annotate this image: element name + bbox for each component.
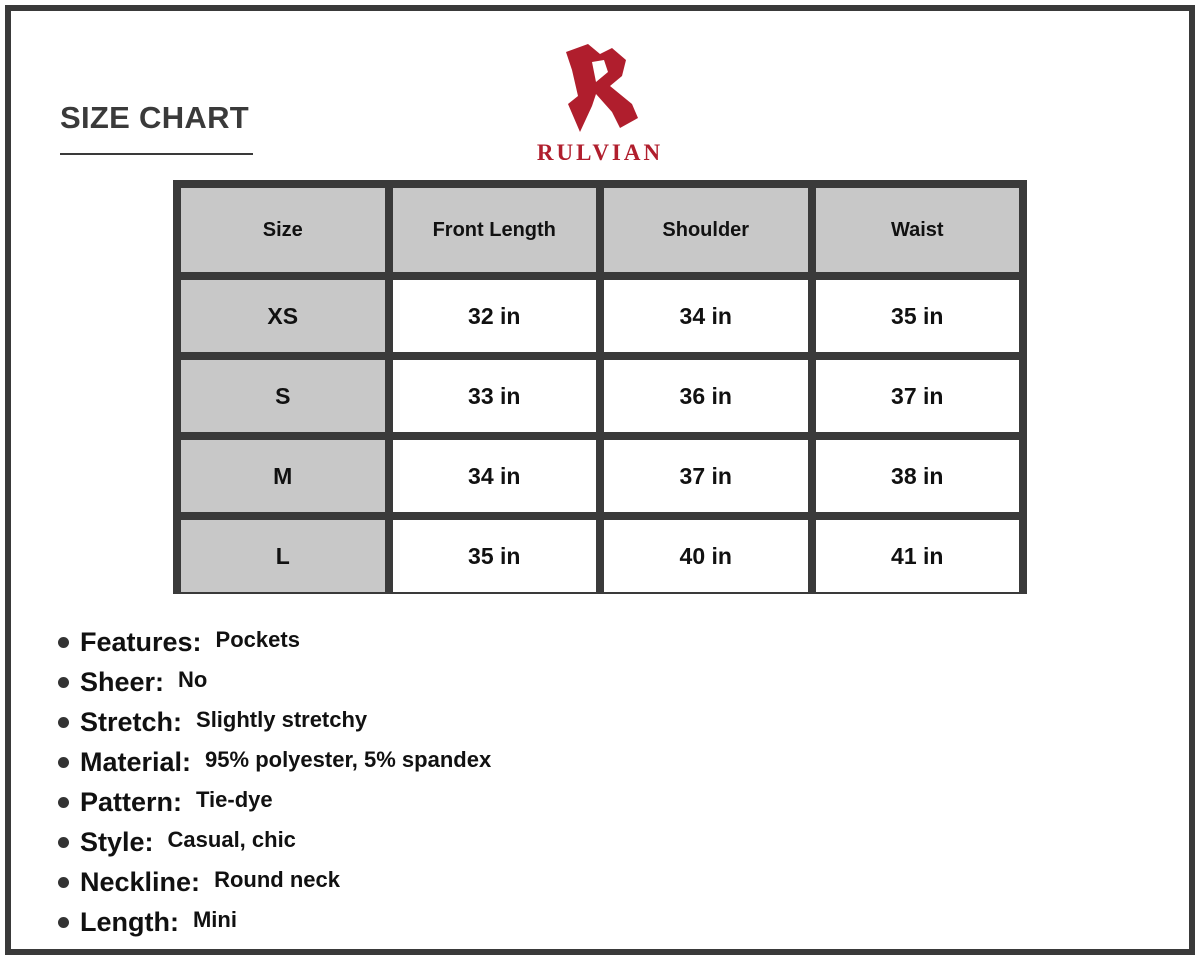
size-table bbox=[173, 180, 1027, 594]
size-cell: L bbox=[181, 520, 385, 592]
front-length-cell: 33 in bbox=[393, 360, 597, 432]
size-cell: S bbox=[181, 360, 385, 432]
feature-label: Style: bbox=[80, 826, 154, 857]
list-item bbox=[58, 662, 491, 702]
waist-cell: 41 in bbox=[816, 520, 1020, 592]
table-row bbox=[181, 360, 1019, 432]
feature-label: Neckline: bbox=[80, 866, 201, 897]
table-row bbox=[181, 280, 1019, 352]
shoulder-cell: 37 in bbox=[604, 440, 808, 512]
feature-label: Pattern: bbox=[80, 786, 183, 817]
page-title: SIZE CHART bbox=[60, 100, 249, 135]
feature-value: Pockets bbox=[215, 627, 300, 652]
column-header: Waist bbox=[816, 188, 1020, 272]
feature-value: Casual, chic bbox=[167, 827, 296, 852]
bullet-icon bbox=[58, 837, 69, 848]
feature-value: Slightly stretchy bbox=[196, 707, 368, 732]
list-item bbox=[58, 822, 491, 862]
bullet-icon bbox=[58, 917, 69, 928]
list-item bbox=[58, 862, 491, 902]
column-header: Shoulder bbox=[604, 188, 808, 272]
front-length-cell: 32 in bbox=[393, 280, 597, 352]
feature-label: Sheer: bbox=[80, 666, 165, 697]
brand-name: RULVIAN bbox=[536, 140, 664, 165]
bullet-icon bbox=[58, 757, 69, 768]
bullet-icon bbox=[58, 797, 69, 808]
size-cell: M bbox=[181, 440, 385, 512]
column-header: Size bbox=[181, 188, 385, 272]
stylized-r-logo-icon bbox=[558, 42, 642, 134]
feature-label: Features: bbox=[80, 626, 202, 657]
feature-value: Round neck bbox=[214, 867, 340, 892]
list-item bbox=[58, 742, 491, 782]
column-header: Front Length bbox=[393, 188, 597, 272]
brand-logo bbox=[518, 42, 682, 167]
table-row bbox=[181, 520, 1019, 592]
size-cell: XS bbox=[181, 280, 385, 352]
waist-cell: 35 in bbox=[816, 280, 1020, 352]
list-item bbox=[58, 622, 491, 662]
title-underline bbox=[60, 153, 253, 155]
bullet-icon bbox=[58, 717, 69, 728]
waist-cell: 37 in bbox=[816, 360, 1020, 432]
front-length-cell: 34 in bbox=[393, 440, 597, 512]
feature-label: Length: bbox=[80, 906, 179, 937]
feature-value: Mini bbox=[192, 907, 237, 932]
shoulder-cell: 40 in bbox=[604, 520, 808, 592]
shoulder-cell: 36 in bbox=[604, 360, 808, 432]
list-item bbox=[58, 902, 491, 942]
product-features-list bbox=[58, 622, 491, 942]
table-row bbox=[181, 440, 1019, 512]
feature-label: Stretch: bbox=[80, 706, 183, 737]
list-item bbox=[58, 702, 491, 742]
shoulder-cell: 34 in bbox=[604, 280, 808, 352]
feature-value: 95% polyester, 5% spandex bbox=[205, 747, 492, 772]
list-item bbox=[58, 782, 491, 822]
front-length-cell: 35 in bbox=[393, 520, 597, 592]
bullet-icon bbox=[58, 877, 69, 888]
bullet-icon bbox=[58, 677, 69, 688]
table-header-row bbox=[181, 188, 1019, 272]
feature-label: Material: bbox=[80, 746, 192, 777]
bullet-icon bbox=[58, 637, 69, 648]
waist-cell: 38 in bbox=[816, 440, 1020, 512]
feature-value: Tie-dye bbox=[196, 787, 273, 812]
feature-value: No bbox=[178, 667, 208, 692]
